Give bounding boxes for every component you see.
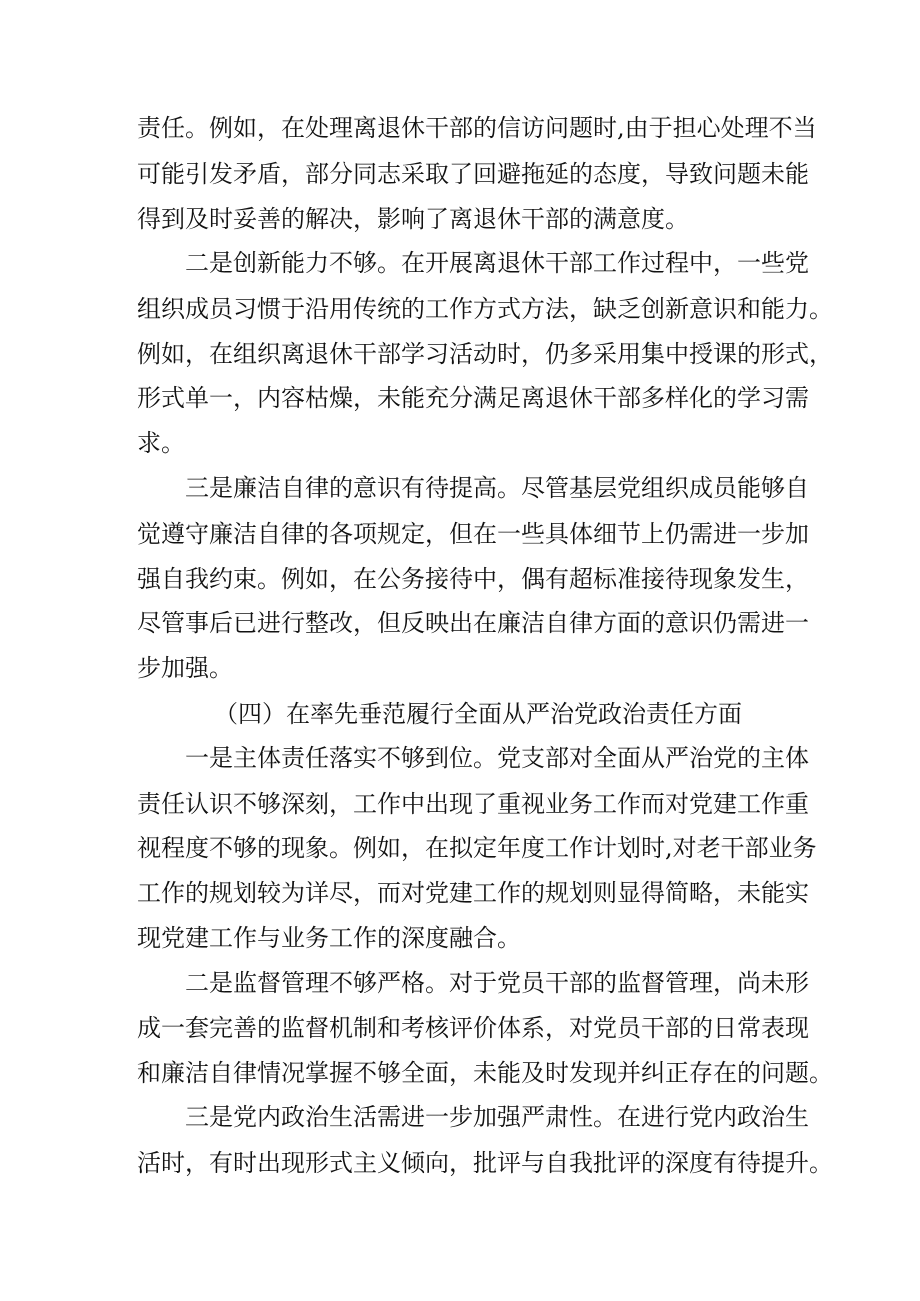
text-line: 责任。例如，在处理离退休干部的信访问题时,由于担心处理不当 (137, 114, 817, 142)
paragraph-start-line: 二是监督管理不够严格。对于党员干部的监督管理，尚未形 (185, 969, 809, 997)
text-line: 责任认识不够深刻，工作中出现了重视业务工作而对党建工作重 (137, 790, 809, 818)
text-line: 尽管事后已进行整改，但反映出在廉洁自律方面的意识仍需进一 (137, 609, 809, 637)
text-line: 现党建工作与业务工作的深度融合。 (137, 924, 521, 952)
text-line: 觉遵守廉洁自律的各项规定，但在一些具体细节上仍需进一步加 (137, 520, 809, 548)
text-line: 视程度不够的现象。例如，在拟定年度工作计划时,对老干部业务 (137, 834, 817, 862)
text-line: 组织成员习惯于沿用传统的工作方式方法，缺乏创新意识和能力。 (137, 295, 833, 323)
paragraph-start-line: 三是廉洁自律的意识有待提高。尽管基层党组织成员能够自 (185, 474, 809, 502)
text-line: 工作的规划较为详尽，而对党建工作的规划则显得简略，未能实 (137, 879, 809, 907)
text-line: 和廉洁自律情况掌握不够全面，未能及时发现并纠正存在的问题。 (137, 1059, 833, 1087)
text-line: 步加强。 (137, 654, 233, 682)
text-line: 活时，有时出现形式主义倾向，批评与自我批评的深度有待提升。 (137, 1149, 833, 1177)
text-line: 成一套完善的监督机制和考核评价体系，对党员干部的日常表现 (137, 1014, 809, 1042)
text-line: 可能引发矛盾，部分同志采取了回避拖延的态度，导致问题未能 (137, 160, 809, 188)
text-line: 例如，在组织离退休干部学习活动时，仍多采用集中授课的形式， (137, 340, 833, 368)
text-line: 形式单一，内容枯燥，未能充分满足离退休干部多样化的学习需 (137, 384, 809, 412)
section-heading: （四）在率先垂范履行全面从严治党政治责任方面 (214, 700, 742, 728)
text-line: 求。 (137, 429, 185, 457)
paragraph-start-line: 一是主体责任落实不够到位。党支部对全面从严治党的主体 (185, 744, 809, 772)
text-line: 得到及时妥善的解决，影响了离退休干部的满意度。 (137, 205, 689, 233)
paragraph-start-line: 二是创新能力不够。在开展离退休干部工作过程中，一些党 (185, 249, 809, 277)
text-line: 强自我约束。例如，在公务接待中，偶有超标准接待现象发生， (137, 565, 809, 593)
paragraph-start-line: 三是党内政治生活需进一步加强严肃性。在进行党内政治生 (185, 1103, 809, 1131)
